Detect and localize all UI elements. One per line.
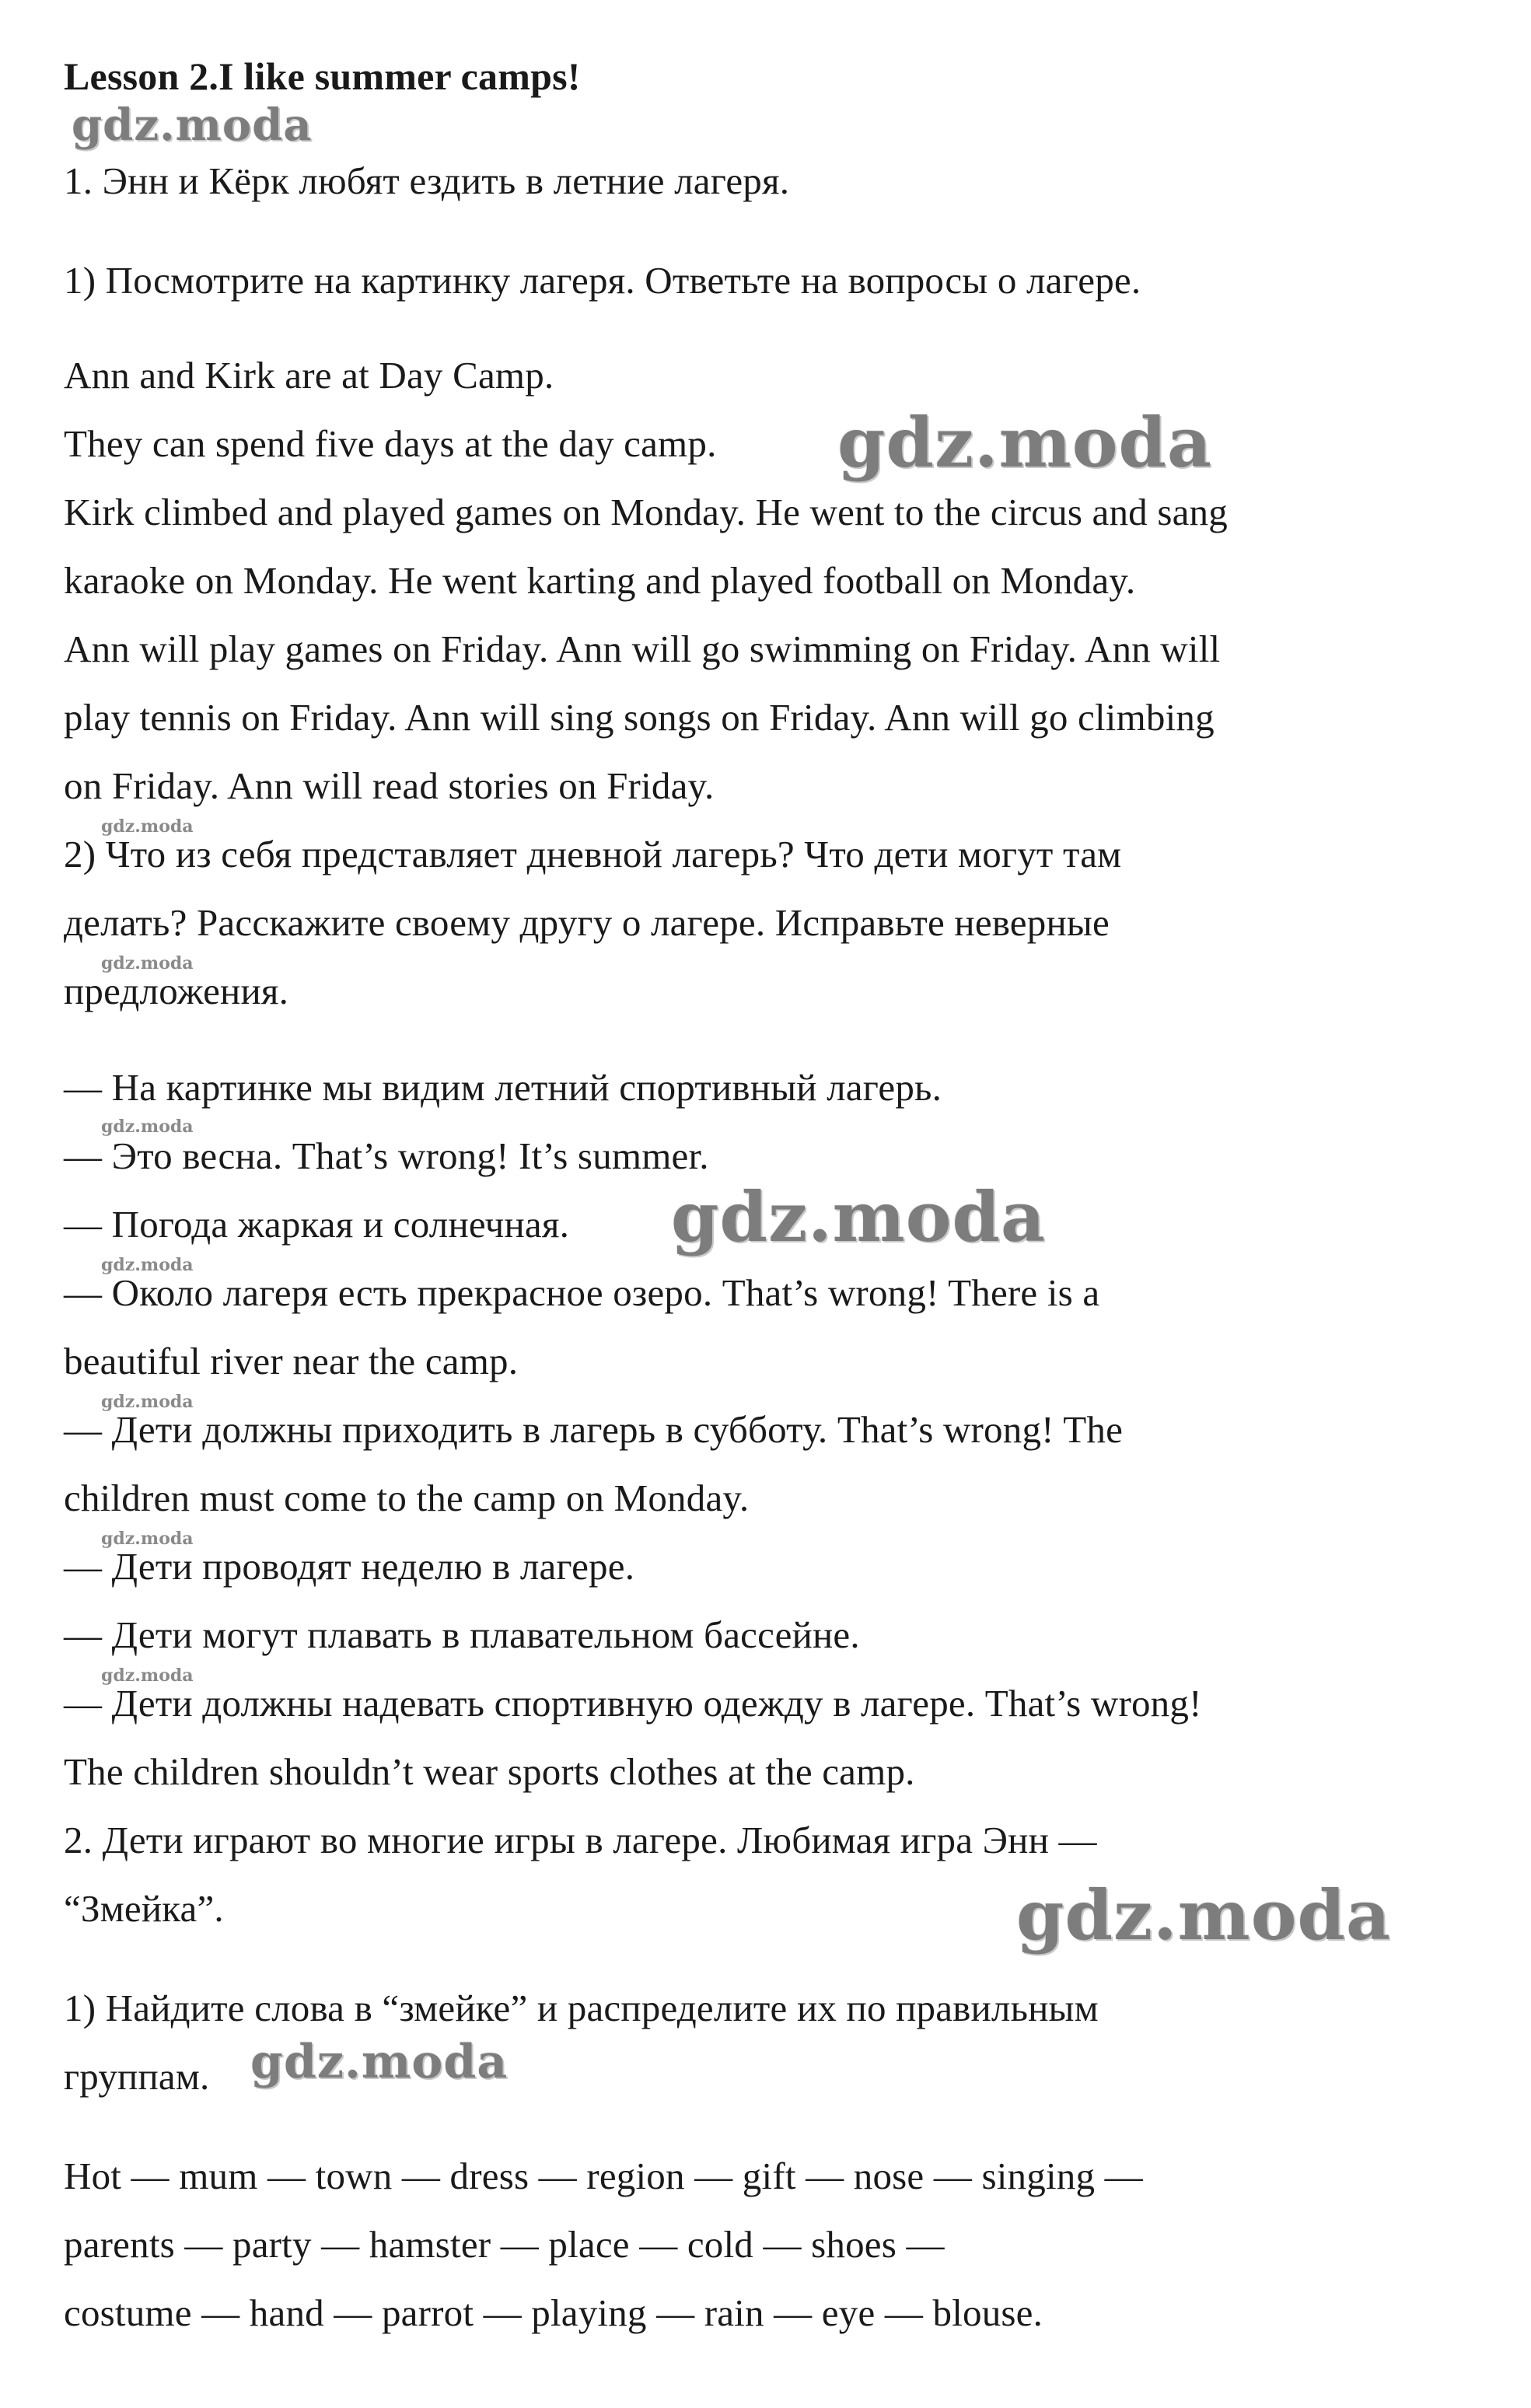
- task-1-2-instruction: 2) Что из себя представляет дневной лагерь? Что дети могут там: [64, 833, 1122, 875]
- watermark-small: gdz.moda: [101, 1665, 194, 1686]
- watermark-logo: gdz.moda: [837, 402, 1213, 483]
- answer-line: They can spend five days at the day camp.: [64, 422, 717, 465]
- watermark-logo: gdz.moda: [72, 100, 313, 151]
- task-1-2-instruction: делать? Расскажите своему другу о лагере. Исправьте неверные: [64, 901, 1110, 944]
- answer-line: Ann and Kirk are at Day Camp.: [64, 354, 554, 397]
- watermark-logo: gdz.moda: [1016, 1875, 1392, 1955]
- watermark-small: gdz.moda: [101, 1392, 194, 1412]
- watermark-small: gdz.moda: [101, 953, 194, 973]
- answer-line: Ann will play games on Friday. Ann will go swimming on Friday. Ann will: [64, 627, 1221, 670]
- answer-line: — На картинке мы видим летний спортивный лагерь.: [64, 1066, 942, 1109]
- watermark-logo: gdz.moda: [671, 1176, 1047, 1257]
- task-2-1-instruction: группам.: [64, 2055, 210, 2098]
- answer-line: The children shouldn’t wear sports clothes at the camp.: [64, 1750, 915, 1793]
- answer-line: karaoke on Monday. He went karting and played football on Monday.: [64, 559, 1136, 602]
- exercise-1-heading: 1. Энн и Кёрк любят ездить в летние лагеря.: [64, 159, 790, 202]
- exercise-2-heading: 2. Дети играют во многие игры в лагере. Любимая игра Энн —: [64, 1819, 1097, 1861]
- answer-line: costume — hand — parrot — playing — rain — eye — blouse.: [64, 2291, 1043, 2334]
- answer-line: — Это весна. That’s wrong! It’s summer.: [64, 1134, 709, 1177]
- answer-line: beautiful river near the camp.: [64, 1340, 519, 1382]
- answer-line: — Погода жаркая и солнечная.: [64, 1203, 570, 1246]
- watermark-small: gdz.moda: [101, 816, 194, 837]
- answer-line: — Дети должны приходить в лагерь в субботу. That’s wrong! The: [64, 1408, 1124, 1451]
- answer-line: Hot — mum — town — dress — region — gift — nose — singing —: [64, 2155, 1143, 2197]
- task-1-2-instruction: предложения.: [64, 970, 289, 1012]
- exercise-2-heading: “Змейка”.: [64, 1887, 224, 1930]
- answer-line: — Дети проводят неделю в лагере.: [64, 1545, 635, 1588]
- answer-line: children must come to the camp on Monday.: [64, 1477, 750, 1519]
- task-2-1-instruction: 1) Найдите слова в “змейке” и распределите их по правильным: [64, 1987, 1099, 2029]
- answer-line: Kirk climbed and played games on Monday. He went to the circus and sang: [64, 491, 1228, 533]
- watermark-small: gdz.moda: [101, 1255, 194, 1275]
- watermark-logo: gdz.moda: [250, 2035, 509, 2089]
- answer-line: — Около лагеря есть прекрасное озеро. That’s wrong! There is a: [64, 1271, 1100, 1314]
- answer-line: play tennis on Friday. Ann will sing songs on Friday. Ann will go climbing: [64, 696, 1215, 739]
- page-title: Lesson 2.I like summer camps!: [64, 54, 581, 98]
- answer-line: on Friday. Ann will read stories on Friday.: [64, 764, 715, 807]
- answer-line: — Дети могут плавать в плавательном бассейне.: [64, 1613, 860, 1656]
- watermark-small: gdz.moda: [101, 1529, 194, 1549]
- task-1-1-instruction: 1) Посмотрите на картинку лагеря. Ответьте на вопросы о лагере.: [64, 259, 1141, 302]
- answer-line: — Дети должны надевать спортивную одежду в лагере. That’s wrong!: [64, 1682, 1202, 1725]
- answer-line: parents — party — hamster — place — cold — shoes —: [64, 2223, 945, 2266]
- watermark-small: gdz.moda: [101, 1117, 194, 1137]
